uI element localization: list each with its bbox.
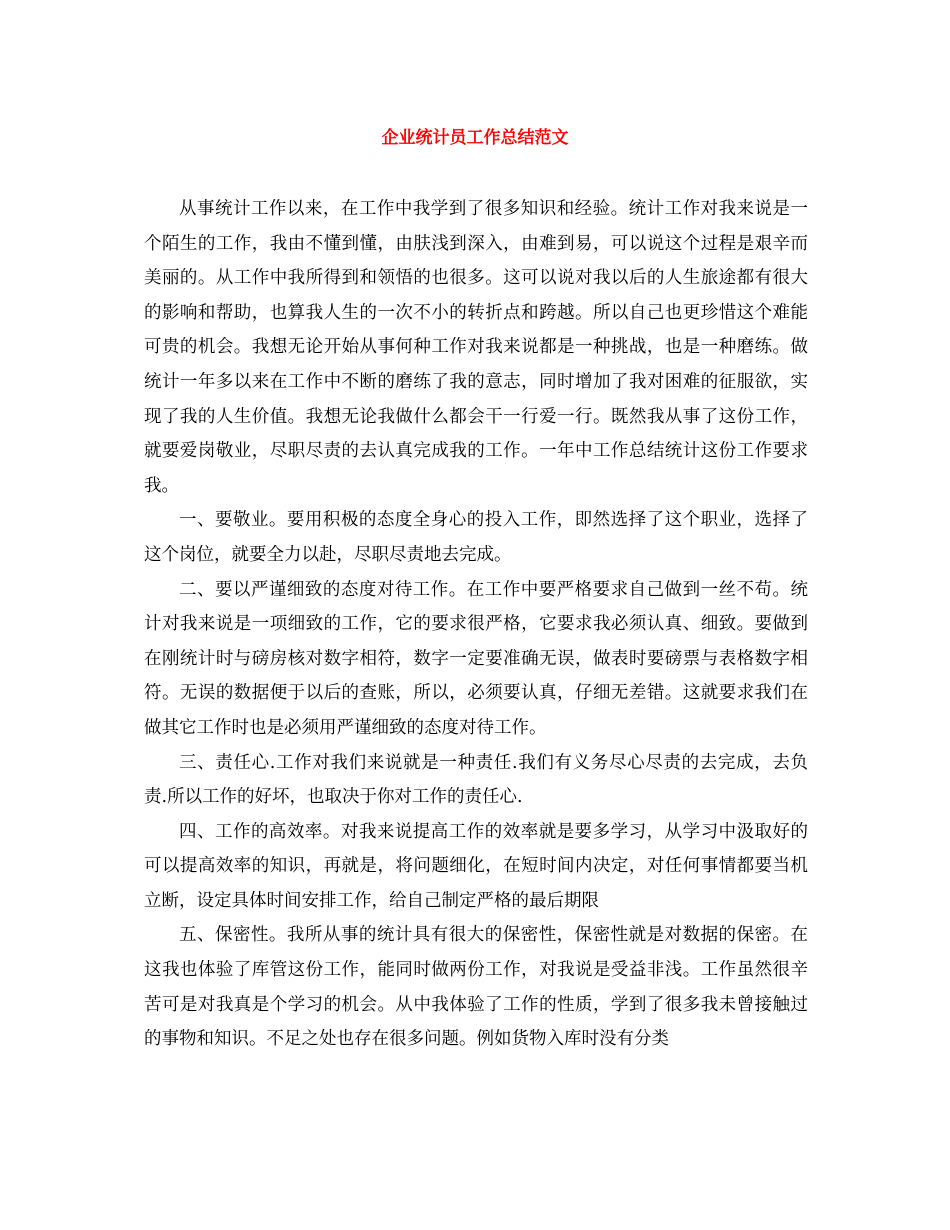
paragraph-dedication: 一、要敬业。要用积极的态度全身心的投入工作，即然选择了这个职业，选择了这个岗位，就要全力以赴，尽职尽责地去完成。	[144, 510, 808, 565]
document-body	[144, 192, 808, 1057]
paragraph-efficiency: 四、工作的高效率。对我来说提高工作的效率就是要多学习，从学习中汲取好的可以提高效率的知识，再就是，将问题细化，在短时间内决定，对任何事情都要当机立断，设定具体时间安排工作，给自己制定严格的最后期限	[144, 821, 808, 911]
paragraph-rigor: 二、要以严谨细致的态度对待工作。在工作中要严格要求自己做到一丝不苟。统计对我来说是一项细致的工作，它的要求很严格，它要求我必须认真、细致。要做到在刚统计时与磅房核对数字相符，数字一定要准确无误，做表时要磅票与表格数字相符。无误的数据便于以后的查账，所以，必须要认真，仔细无差错。这就要求我们在做其它工作时也是必须用严谨细致的态度对待工作。	[144, 579, 808, 738]
paragraph-intro: 从事统计工作以来，在工作中我学到了很多知识和经验。统计工作对我来说是一个陌生的工作，我由不懂到懂，由肤浅到深入，由难到易，可以说这个过程是艰辛而美丽的。从工作中我所得到和领悟的也很多。这可以说对我以后的人生旅途都有很大的影响和帮助，也算我人生的一次不小的转折点和跨越。所以自己也更珍惜这个难能可贵的机会。我想无论开始从事何种工作对我来说都是一种挑战，也是一种磨练。做统计一年多以来在工作中不断的磨练了我的意志，同时增加了我对困难的征服欲，实现了我的人生价值。我想无论我做什么都会干一行爱一行。既然我从事了这份工作，就要爱岗敬业，尽职尽责的去认真完成我的工作。一年中工作总结统计这份工作要求我。	[144, 199, 808, 496]
paragraph-confidentiality: 五、保密性。我所从事的统计具有很大的保密性，保密性就是对数据的保密。在这我也体验了库管这份工作，能同时做两份工作，对我说是受益非浅。工作虽然很辛苦可是对我真是个学习的机会。从中我体验了工作的性质，学到了很多我未曾接触过的事物和知识。不足之处也存在很多问题。例如货物入库时没有分类	[144, 925, 808, 1050]
document-title: 企业统计员工作总结范文	[381, 128, 569, 148]
paragraph-responsibility: 三、责任心.工作对我们来说就是一种责任.我们有义务尽心尽责的去完成，去负责.所以工作的好坏，也取决于你对工作的责任心.	[144, 752, 808, 808]
